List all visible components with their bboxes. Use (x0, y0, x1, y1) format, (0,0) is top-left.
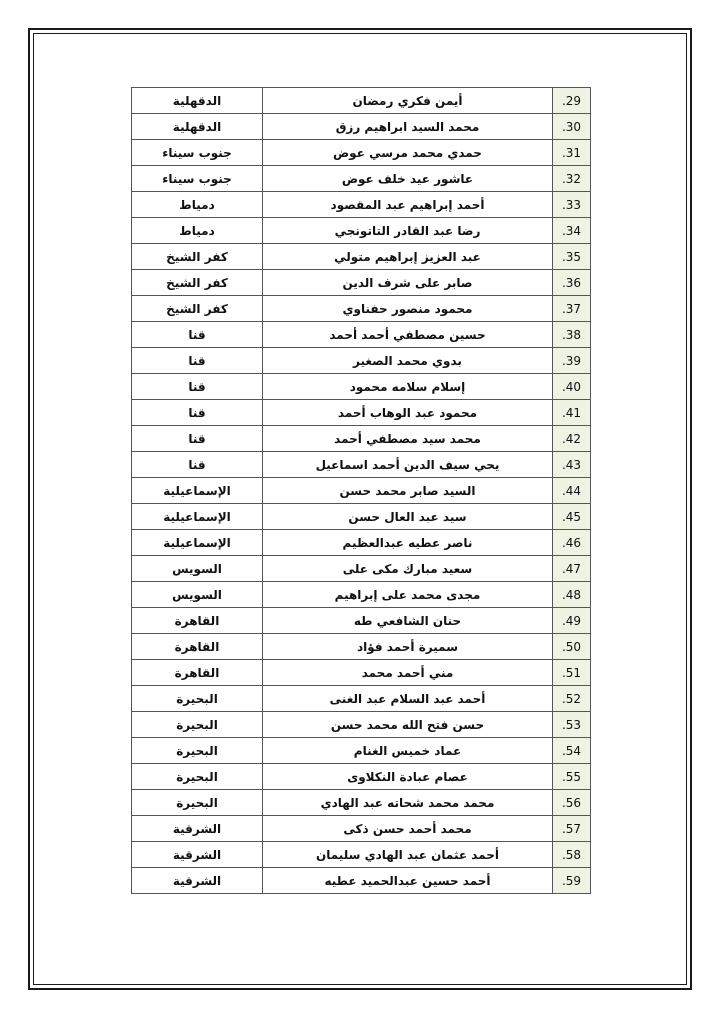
row-number: 47. (553, 556, 591, 582)
person-name: محمد محمد شحاته عبد الهادي (263, 790, 553, 816)
table-row (132, 322, 591, 348)
row-number: 50. (553, 634, 591, 660)
row-number: 42. (553, 426, 591, 452)
row-number: 31. (553, 140, 591, 166)
governorate: البحيرة (132, 790, 263, 816)
person-name: حمدي محمد مرسي عوض (263, 140, 553, 166)
person-name: مجدى محمد على إبراهيم (263, 582, 553, 608)
governorate: جنوب سيناء (132, 140, 263, 166)
row-number: 34. (553, 218, 591, 244)
person-name: عماد خميس الغنام (263, 738, 553, 764)
governorate: دمياط (132, 218, 263, 244)
table-row (132, 660, 591, 686)
table-row (132, 114, 591, 140)
row-number: 51. (553, 660, 591, 686)
governorate: جنوب سيناء (132, 166, 263, 192)
table-row (132, 452, 591, 478)
governorate: الشرقية (132, 842, 263, 868)
governorate: قنا (132, 322, 263, 348)
table-row (132, 296, 591, 322)
governorate: البحيرة (132, 738, 263, 764)
table-row (132, 478, 591, 504)
row-number: 45. (553, 504, 591, 530)
person-name: سعيد مبارك مكى على (263, 556, 553, 582)
row-number: 43. (553, 452, 591, 478)
row-number: 40. (553, 374, 591, 400)
governorate: قنا (132, 374, 263, 400)
row-number: 54. (553, 738, 591, 764)
row-number: 35. (553, 244, 591, 270)
row-number: 48. (553, 582, 591, 608)
governorate: القاهرة (132, 634, 263, 660)
person-name: عبد العزيز إبراهيم متولي (263, 244, 553, 270)
table-row (132, 842, 591, 868)
governorate: الإسماعيلية (132, 478, 263, 504)
row-number: 55. (553, 764, 591, 790)
table-row (132, 582, 591, 608)
row-number: 56. (553, 790, 591, 816)
row-number: 30. (553, 114, 591, 140)
table-row (132, 348, 591, 374)
table-row (132, 608, 591, 634)
governorate: دمياط (132, 192, 263, 218)
person-name: محمد أحمد حسن ذكى (263, 816, 553, 842)
governorate: قنا (132, 452, 263, 478)
row-number: 32. (553, 166, 591, 192)
governorate: قنا (132, 426, 263, 452)
governorate: كفر الشيخ (132, 244, 263, 270)
names-table-body (132, 88, 591, 894)
person-name: محمد سيد مصطفي أحمد (263, 426, 553, 452)
governorate: الدقهلية (132, 88, 263, 114)
person-name: حسن فتح الله محمد حسن (263, 712, 553, 738)
governorate: الإسماعيلية (132, 530, 263, 556)
governorate: كفر الشيخ (132, 270, 263, 296)
governorate: القاهرة (132, 608, 263, 634)
table-row (132, 686, 591, 712)
person-name: مني أحمد محمد (263, 660, 553, 686)
row-number: 36. (553, 270, 591, 296)
table-row (132, 790, 591, 816)
row-number: 44. (553, 478, 591, 504)
person-name: يحي سيف الدين أحمد اسماعيل (263, 452, 553, 478)
row-number: 39. (553, 348, 591, 374)
table-row (132, 556, 591, 582)
person-name: بدوي محمد الصغير (263, 348, 553, 374)
table-row (132, 244, 591, 270)
person-name: إسلام سلامه محمود (263, 374, 553, 400)
person-name: أحمد عبد السلام عبد الغنى (263, 686, 553, 712)
table-row (132, 530, 591, 556)
table-row (132, 738, 591, 764)
row-number: 52. (553, 686, 591, 712)
person-name: عصام عبادة النكلاوى (263, 764, 553, 790)
person-name: أيمن فكري رمضان (263, 88, 553, 114)
table-row (132, 426, 591, 452)
governorate: كفر الشيخ (132, 296, 263, 322)
row-number: 49. (553, 608, 591, 634)
person-name: السيد صابر محمد حسن (263, 478, 553, 504)
governorate: الشرقية (132, 868, 263, 894)
governorate: البحيرة (132, 764, 263, 790)
row-number: 53. (553, 712, 591, 738)
governorate: السويس (132, 582, 263, 608)
table-row (132, 374, 591, 400)
table-row (132, 88, 591, 114)
table-row (132, 712, 591, 738)
table-row (132, 192, 591, 218)
person-name: محمود عبد الوهاب أحمد (263, 400, 553, 426)
person-name: محمود منصور حفناوي (263, 296, 553, 322)
person-name: رضا عبد القادر التاتونجي (263, 218, 553, 244)
person-name: ناصر عطيه عبدالعظيم (263, 530, 553, 556)
row-number: 29. (553, 88, 591, 114)
row-number: 37. (553, 296, 591, 322)
table-row (132, 504, 591, 530)
governorate: البحيرة (132, 686, 263, 712)
table-row (132, 166, 591, 192)
row-number: 41. (553, 400, 591, 426)
person-name: أحمد إبراهيم عبد المقصود (263, 192, 553, 218)
names-table (131, 87, 591, 894)
governorate: قنا (132, 400, 263, 426)
governorate: السويس (132, 556, 263, 582)
row-number: 46. (553, 530, 591, 556)
row-number: 38. (553, 322, 591, 348)
table-row (132, 868, 591, 894)
person-name: سيد عبد العال حسن (263, 504, 553, 530)
person-name: حنان الشافعي طه (263, 608, 553, 634)
person-name: صابر على شرف الدين (263, 270, 553, 296)
row-number: 57. (553, 816, 591, 842)
person-name: حسين مصطفي أحمد أحمد (263, 322, 553, 348)
row-number: 58. (553, 842, 591, 868)
table-row (132, 764, 591, 790)
table-row (132, 816, 591, 842)
person-name: عاشور عيد خلف عوض (263, 166, 553, 192)
person-name: أحمد حسين عبدالحميد عطيه (263, 868, 553, 894)
row-number: 33. (553, 192, 591, 218)
governorate: الشرقية (132, 816, 263, 842)
governorate: الدقهلية (132, 114, 263, 140)
table-row (132, 400, 591, 426)
governorate: الإسماعيلية (132, 504, 263, 530)
table-row (132, 140, 591, 166)
table-row (132, 270, 591, 296)
table-row (132, 634, 591, 660)
person-name: أحمد عثمان عبد الهادي سليمان (263, 842, 553, 868)
table-row (132, 218, 591, 244)
row-number: 59. (553, 868, 591, 894)
governorate: قنا (132, 348, 263, 374)
governorate: البحيرة (132, 712, 263, 738)
person-name: سميرة أحمد فؤاد (263, 634, 553, 660)
governorate: القاهرة (132, 660, 263, 686)
person-name: محمد السيد ابراهيم رزق (263, 114, 553, 140)
